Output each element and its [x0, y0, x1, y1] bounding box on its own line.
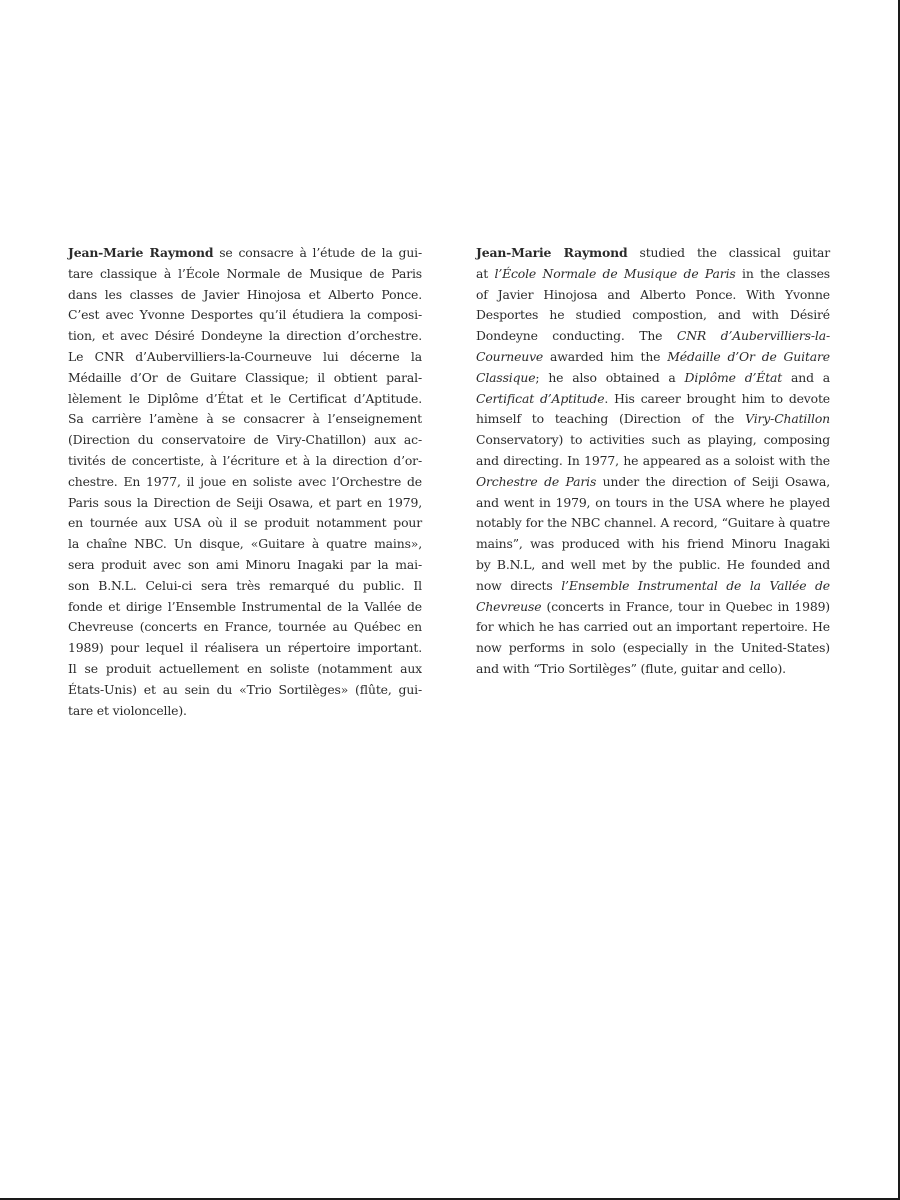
text-line — [68, 243, 422, 264]
text-segment: Desportes he studied compostion, and with Désiré — [476, 307, 830, 323]
text-segment: awarded him the — [543, 348, 668, 364]
text-line — [476, 472, 830, 493]
text-segment: États-Unis) et au sein du «Trio Sortilèges» (flûte, gui- — [68, 681, 422, 697]
text-segment: fonde et dirige l’Ensemble Instrumental de la Vallée de — [68, 598, 422, 614]
text-line — [476, 576, 830, 597]
biography-english-column — [476, 243, 830, 680]
text-segment: mains”, was produced with his friend Minoru Inagaki — [476, 536, 830, 552]
text-segment: sera produit avec son ami Minoru Inagaki par la mai- — [68, 556, 422, 572]
text-segment: C’est avec Yvonne Desportes qu’il étudiera la composi- — [68, 307, 422, 323]
text-segment: of Javier Hinojosa and Alberto Ponce. With Yvonne — [476, 286, 830, 302]
text-segment: tion, et avec Désiré Dondeyne la direction d’orchestre. — [68, 328, 422, 344]
text-line — [476, 638, 830, 659]
text-segment: and directing. In 1977, he appeared as a soloist with the — [476, 452, 830, 468]
text-segment: ; he also obtained a — [535, 369, 685, 385]
text-line — [476, 409, 830, 430]
text-segment: by B.N.L, and well met by the public. He founded and — [476, 556, 830, 572]
text-segment: Dondeyne conducting. The — [476, 328, 677, 344]
text-segment: at — [476, 265, 495, 281]
text-segment: Chevreuse (concerts en France, tournée au Québec en — [68, 619, 422, 635]
text-segment: (concerts in France, tour in Quebec in 1989) — [541, 598, 830, 614]
text-segment: en tournée aux USA où il se produit notamment pour — [68, 515, 422, 531]
text-line — [68, 389, 422, 410]
text-line — [476, 555, 830, 576]
italic-title: Chevreuse — [476, 598, 542, 614]
text-segment: dans les classes de Javier Hinojosa et Alberto Ponce. — [68, 286, 422, 302]
text-segment: Paris sous la Direction de Seiji Osawa, et part en 1979, — [68, 494, 422, 510]
text-line — [68, 451, 422, 472]
text-line — [68, 597, 422, 618]
text-line — [68, 638, 422, 659]
text-line — [68, 555, 422, 576]
text-segment: Médaille d’Or de Guitare Classique; il obtient paral- — [68, 369, 422, 385]
text-line — [476, 597, 830, 618]
text-line — [68, 701, 422, 722]
text-line — [476, 264, 830, 285]
text-segment: and went in 1979, on tours in the USA where he played — [476, 494, 830, 510]
text-line — [476, 285, 830, 306]
text-line — [476, 659, 830, 680]
text-line — [476, 617, 830, 638]
italic-title: Viry-Chatillon — [745, 411, 830, 427]
italic-title: Certificat d’Aptitude — [476, 390, 605, 406]
italic-title: Courneuve — [476, 348, 544, 364]
text-segment: 1989) pour lequel il réalisera un répertoire important. — [68, 640, 422, 656]
text-segment: in the classes — [735, 265, 830, 281]
text-segment: notably for the NBC channel. A record, “Guitare à quatre — [476, 515, 830, 531]
text-line — [68, 617, 422, 638]
text-line — [68, 368, 422, 389]
text-line — [68, 409, 422, 430]
text-line — [68, 472, 422, 493]
text-segment: for which he has carried out an important repertoire. He — [476, 619, 830, 635]
text-line — [476, 389, 830, 410]
author-name: Jean-Marie Raymond — [68, 245, 214, 260]
text-line — [68, 347, 422, 368]
text-line — [476, 513, 830, 534]
text-line — [476, 451, 830, 472]
italic-title: CNR d’Aubervilliers-la- — [676, 328, 830, 344]
text-segment: la chaîne NBC. Un disque, «Guitare à quatre mains», — [68, 536, 422, 552]
italic-title: Diplôme d’État — [684, 369, 783, 385]
text-line — [476, 368, 830, 389]
text-line — [68, 305, 422, 326]
author-name: Jean-Marie Raymond — [476, 245, 628, 260]
text-line — [68, 285, 422, 306]
text-line — [68, 264, 422, 285]
text-segment: se consacre à l’étude de la gui- — [213, 245, 423, 260]
text-line — [68, 576, 422, 597]
text-segment: himself to teaching (Direction of the — [476, 411, 746, 427]
text-segment: tare classique à l’École Normale de Musique de Paris — [68, 265, 422, 281]
text-line — [68, 430, 422, 451]
text-segment: tivités de concertiste, à l’écriture et à la direction d’or- — [68, 452, 422, 468]
text-segment: son B.N.L. Celui-ci sera très remarqué du public. Il — [68, 577, 422, 593]
text-line — [68, 659, 422, 680]
text-segment: Conservatory) to activities such as playing, composing — [476, 432, 830, 448]
text-segment: now directs — [476, 577, 562, 593]
italic-title: Médaille d’Or de Guitare — [667, 348, 830, 364]
biography-french-column — [68, 243, 422, 721]
text-segment: . His career brought him to devote — [604, 390, 830, 406]
text-segment: under the direction of Seiji Osawa, — [596, 473, 830, 489]
text-segment: chestre. En 1977, il joue en soliste avec l’Orchestre de — [68, 473, 422, 489]
text-line — [68, 513, 422, 534]
text-segment: and with “Trio Sortilèges” (flute, guitar and cello). — [476, 660, 786, 676]
text-line — [68, 326, 422, 347]
text-segment: lèlement le Diplôme d’État et le Certificat d’Aptitude. — [68, 390, 422, 406]
text-segment: tare et violoncelle). — [68, 702, 187, 718]
text-line — [476, 305, 830, 326]
text-line — [68, 493, 422, 514]
text-line — [68, 680, 422, 701]
text-segment: studied the classical guitar — [627, 245, 830, 260]
text-line — [476, 243, 830, 264]
text-line — [476, 430, 830, 451]
text-segment: Le CNR d’Aubervilliers-la-Courneuve lui décerne la — [68, 348, 422, 364]
text-line — [476, 326, 830, 347]
text-line — [68, 534, 422, 555]
text-line — [476, 347, 830, 368]
text-segment: Sa carrière l’amène à se consacrer à l’enseignement — [68, 411, 422, 427]
italic-title: l’Ensemble Instrumental de la Vallée de — [561, 577, 830, 593]
text-segment: and a — [782, 369, 831, 385]
italic-title: l’École Normale de Musique de Paris — [494, 265, 736, 281]
text-line — [476, 493, 830, 514]
text-segment: Il se produit actuellement en soliste (notamment aux — [68, 660, 422, 676]
italic-title: Orchestre de Paris — [476, 473, 597, 489]
text-segment: now performs in solo (especially in the United-States) — [476, 640, 830, 656]
italic-title: Classique — [476, 369, 536, 385]
text-segment: (Direction du conservatoire de Viry-Chatillon) aux ac- — [68, 432, 422, 448]
text-line — [476, 534, 830, 555]
